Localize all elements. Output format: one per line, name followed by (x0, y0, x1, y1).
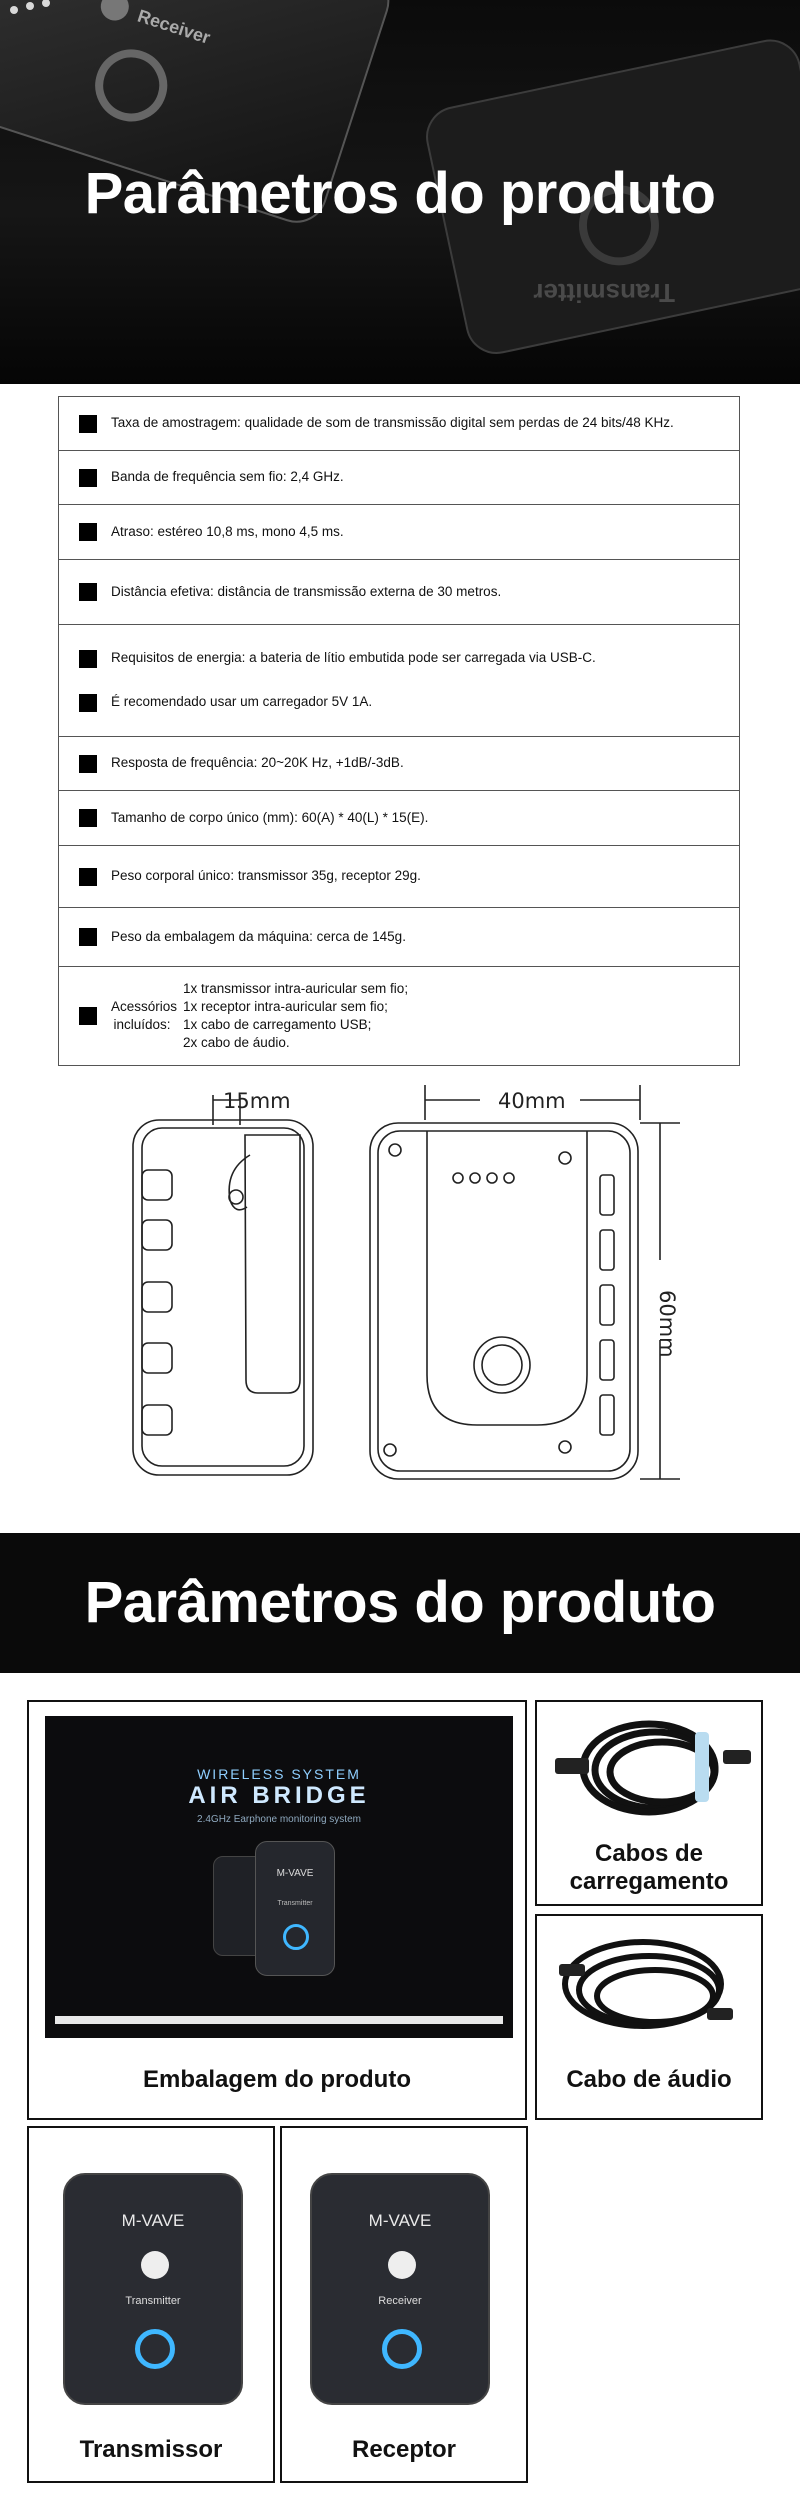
spec-row (59, 451, 739, 505)
bullet-square-icon (79, 469, 97, 487)
bullet-square-icon (79, 694, 97, 712)
spec-text: Peso corporal único: transmissor 35g, receptor 29g. (111, 868, 421, 884)
receiver-label: Receiver (378, 2295, 422, 2307)
bullet-square-icon (79, 928, 97, 946)
receiver-logo-icon (388, 2251, 416, 2279)
spec-row (59, 625, 739, 737)
spec-row (59, 846, 739, 908)
depth-label: 15mm (223, 1089, 291, 1113)
spec-row (59, 737, 739, 791)
receiver-brand: M-VAVE (368, 2211, 432, 2230)
transmitter-image (63, 2173, 243, 2405)
accessory-item: 1x transmissor intra-auricular sem fio; (183, 980, 409, 996)
spec-text: Taxa de amostragem: qualidade de som de transmissão digital sem perdas de 24 bits/48 KHz. (111, 415, 674, 431)
dimension-diagram (0, 1075, 800, 1515)
card-receiver (280, 2126, 528, 2483)
spec-text: Banda de frequência sem fio: 2,4 GHz. (111, 469, 344, 485)
transmitter-logo-icon (141, 2251, 169, 2279)
bullet-square-icon (79, 415, 97, 433)
package-box-image (45, 1716, 513, 2038)
card-audio-cable (535, 1914, 763, 2120)
audio-cable-image (537, 1926, 761, 2056)
box-device-label: Transmitter (277, 1900, 313, 1907)
box-device-image (255, 1841, 335, 1976)
spec-row (59, 505, 739, 560)
receiver-power-ring-icon (382, 2329, 422, 2369)
transmitter-brand: M-VAVE (121, 2211, 185, 2230)
spec-text: Requisitos de energia: a bateria de lítio embutida pode ser carregada via USB-C. (111, 650, 596, 666)
spec-row (59, 560, 739, 625)
caption-audio-cable: Cabo de áudio (566, 2066, 732, 2093)
accessory-item: 1x cabo de carregamento USB; (183, 1017, 372, 1032)
hero-banner-bottom (0, 1533, 800, 1673)
bullet-square-icon (79, 868, 97, 886)
height-label: 60mm (655, 1290, 679, 1358)
bullet-square-icon (79, 583, 97, 601)
box-device-brand: M-VAVE (276, 1868, 314, 1879)
caption-charging-cables: Cabos de carregamento (569, 1840, 729, 1895)
spec-text: Atraso: estéreo 10,8 ms, mono 4,5 ms. (111, 523, 344, 539)
accessories-label: Acessórios incluídos: (111, 998, 178, 1032)
bullet-square-icon (79, 650, 97, 668)
bullet-square-icon (79, 1007, 97, 1025)
box-line-3: 2.4GHz Earphone monitoring system (197, 1814, 361, 1825)
bullet-square-icon (79, 809, 97, 827)
box-line-2: AIR BRIDGE (188, 1782, 370, 1809)
caption-transmitter: Transmissor (79, 2436, 223, 2463)
hero-banner-top (0, 0, 800, 384)
spec-text: Resposta de frequência: 20~20K Hz, +1dB/-3dB. (111, 755, 404, 771)
spec-row (59, 908, 739, 967)
spec-row-accessories (59, 967, 739, 1065)
charging-cable-image (537, 1710, 761, 1830)
transmitter-power-ring-icon (135, 2329, 175, 2369)
box-line-1: WIRELESS SYSTEM (197, 1766, 361, 1782)
card-package (27, 1700, 527, 2120)
accessory-item: 1x receptor intra-auricular sem fio; (183, 998, 388, 1014)
hero-title-top: Parâmetros do produto (84, 161, 716, 226)
spec-text: É recomendado usar um carregador 5V 1A. (111, 694, 373, 710)
spec-text: Tamanho de corpo único (mm): 60(A) * 40(L) * 15(E). (111, 809, 429, 825)
spec-row (59, 397, 739, 451)
bg-receiver-text: Receiver (135, 5, 213, 48)
accessories-list (183, 980, 408, 1053)
transmitter-label: Transmitter (125, 2295, 181, 2307)
spec-text: Distância efetiva: distância de transmissão externa de 30 metros. (111, 583, 502, 599)
width-label: 40mm (498, 1089, 566, 1113)
hero-title-bottom: Parâmetros do produto (84, 1570, 716, 1635)
accessory-item: 2x cabo de áudio. (183, 1035, 290, 1051)
spec-row (59, 791, 739, 846)
receiver-image (310, 2173, 490, 2405)
spec-table (58, 396, 740, 1066)
card-charging-cables (535, 1700, 763, 1906)
bg-transmitter-text: Transmitter (533, 278, 675, 308)
caption-package: Embalagem do produto (142, 2066, 411, 2093)
card-transmitter (27, 2126, 275, 2483)
bullet-square-icon (79, 523, 97, 541)
bullet-square-icon (79, 755, 97, 773)
spec-text: Peso da embalagem da máquina: cerca de 145g. (111, 928, 406, 944)
power-ring-icon (283, 1924, 309, 1950)
caption-receiver: Receptor (351, 2436, 457, 2463)
